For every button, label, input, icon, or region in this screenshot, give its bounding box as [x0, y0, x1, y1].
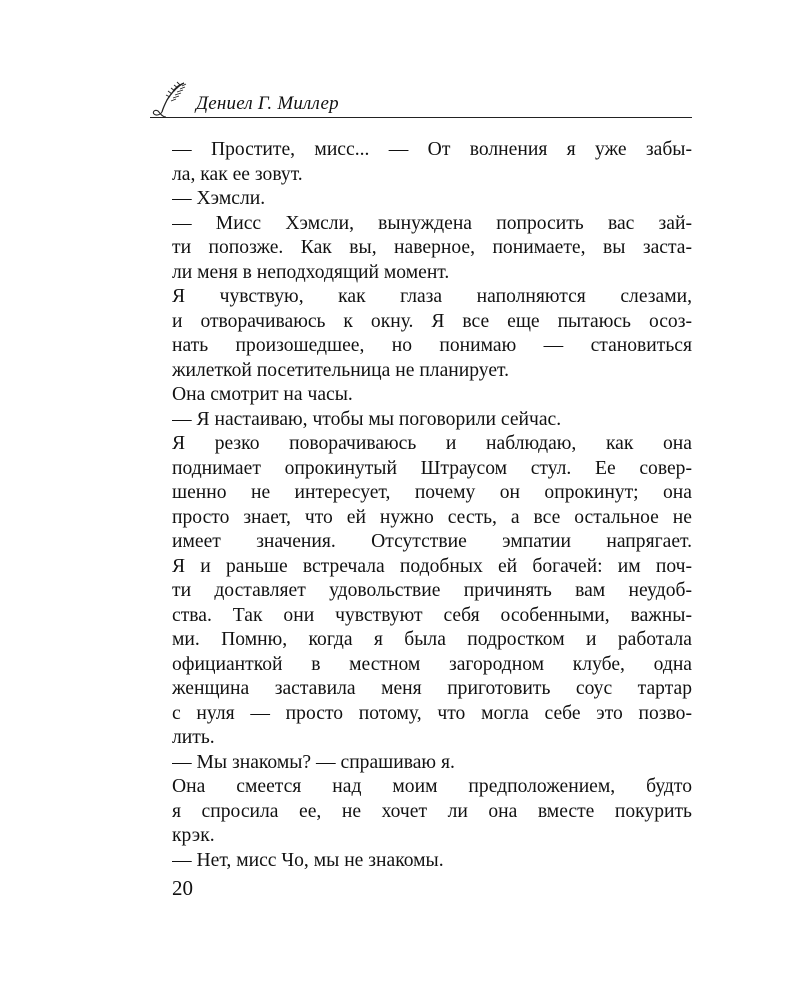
- text-line: поднимает опрокинутый Штраусом стул. Ее совер-: [172, 457, 692, 479]
- text-line: официанткой в местном загородном клубе, одна: [172, 653, 692, 675]
- header-rule: [150, 117, 692, 118]
- text-line: Я и раньше встречала подобных ей богачей: им поч-: [172, 555, 692, 577]
- text-line: жилеткой посетительница не планирует.: [172, 359, 510, 381]
- text-line: ми. Помню, когда я была подростком и работала: [172, 629, 692, 650]
- text-line: женщина заставила меня приготовить соус тартар: [172, 678, 692, 699]
- text-line: шенно не интересует, почему он опрокинут; она: [172, 482, 692, 503]
- text-line: — Простите, мисс... — От волнения я уже забы-: [172, 139, 692, 160]
- text-line: — Мы знакомы? — спрашиваю я.: [172, 751, 455, 773]
- page-body-text: [172, 138, 692, 873]
- text-line: Она смеется над моим предположением, будто: [172, 776, 692, 797]
- text-line: ства. Так они чувствуют себя особенными, важны-: [172, 604, 692, 626]
- page-number: 20: [172, 876, 193, 900]
- text-line: — Мисс Хэмсли, вынуждена попросить вас зай-: [172, 212, 692, 234]
- text-line: я спросила ее, не хочет ли она вместе покурить: [172, 800, 692, 822]
- text-line: ти попозже. Как вы, наверное, понимаете, вы заста-: [172, 237, 692, 258]
- text-line: ти доставляет удовольствие причинять вам неудоб-: [172, 580, 692, 601]
- running-head: [150, 80, 692, 120]
- text-line: имеет значения. Отсутствие эмпатии напрягает.: [172, 531, 692, 552]
- text-line: с нуля — просто потому, что могла себе это позво-: [172, 702, 692, 724]
- running-head-author: Дениел Г. Миллер: [196, 93, 339, 114]
- text-line: — Я настаиваю, чтобы мы поговорили сейчас.: [172, 408, 562, 430]
- text-line: просто знает, что ей нужно сесть, а все остальное не: [172, 506, 692, 528]
- text-line: — Нет, мисс Чо, мы не знакомы.: [172, 849, 444, 871]
- text-line: ли меня в неподходящий момент.: [172, 261, 450, 283]
- text-line: Она смотрит на часы.: [172, 384, 353, 405]
- text-line: — Хэмсли.: [172, 188, 266, 209]
- text-line: крэк.: [172, 825, 215, 846]
- text-line: лить.: [172, 727, 215, 748]
- text-line: Я резко поворачиваюсь и наблюдаю, как она: [172, 433, 692, 454]
- text-line: нать произошедшее, но понимаю — становиться: [172, 335, 692, 356]
- text-line: Я чувствую, как глаза наполняются слезами,: [172, 286, 692, 307]
- text-line: и отворачиваюсь к окну. Я все еще пытаюсь осоз-: [172, 310, 692, 332]
- text-line: ла, как ее зовут.: [172, 163, 303, 185]
- quill-pen-icon: [150, 80, 190, 120]
